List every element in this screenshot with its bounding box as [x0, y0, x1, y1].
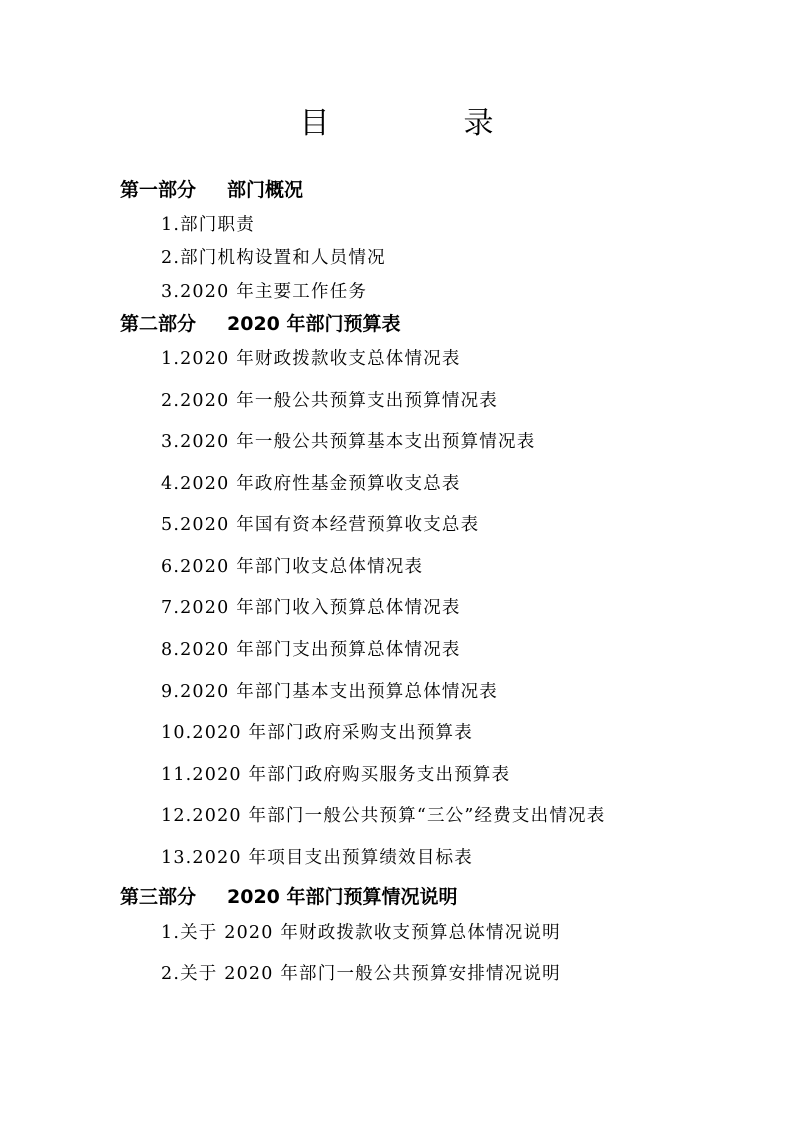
- part-2-label: 第二部分: [120, 313, 197, 335]
- toc-title: 目 录: [299, 106, 546, 141]
- toc-item: 8.2020 年部门支出预算总体情况表: [161, 640, 461, 660]
- toc-item: 1.2020 年财政拨款收支总体情况表: [161, 349, 461, 369]
- toc-item: 7.2020 年部门收入预算总体情况表: [161, 598, 461, 618]
- toc-item: 2.2020 年一般公共预算支出预算情况表: [161, 391, 498, 411]
- part-1-heading: [120, 178, 303, 202]
- toc-item: 6.2020 年部门收支总体情况表: [161, 557, 424, 577]
- toc-item: 1.部门职责: [161, 215, 255, 235]
- toc-item: 4.2020 年政府性基金预算收支总表: [161, 474, 461, 494]
- toc-item: 13.2020 年项目支出预算绩效目标表: [161, 848, 473, 868]
- part-3-heading: [120, 885, 458, 909]
- part-1-label: 第一部分: [120, 179, 197, 201]
- part-3-label: 第三部分: [120, 886, 197, 908]
- toc-item: 3.2020 年主要工作任务: [161, 282, 368, 302]
- part-2-name: 2020 年部门预算表: [227, 313, 401, 335]
- toc-item: 5.2020 年国有资本经营预算收支总表: [161, 515, 480, 535]
- toc-item: 9.2020 年部门基本支出预算总体情况表: [161, 682, 498, 702]
- toc-item: 2.关于 2020 年部门一般公共预算安排情况说明: [161, 964, 561, 984]
- part-1-name: 部门概况: [227, 179, 304, 201]
- toc-item: 2.部门机构设置和人员情况: [161, 248, 386, 268]
- toc-item: 11.2020 年部门政府购买服务支出预算表: [161, 765, 511, 785]
- toc-item: 10.2020 年部门政府采购支出预算表: [161, 723, 473, 743]
- part-2-heading: [120, 312, 401, 336]
- part-3-name: 2020 年部门预算情况说明: [227, 886, 458, 908]
- toc-item: 1.关于 2020 年财政拨款收支预算总体情况说明: [161, 923, 561, 943]
- toc-item: 3.2020 年一般公共预算基本支出预算情况表: [161, 432, 536, 452]
- toc-item: 12.2020 年部门一般公共预算“三公”经费支出情况表: [161, 806, 606, 826]
